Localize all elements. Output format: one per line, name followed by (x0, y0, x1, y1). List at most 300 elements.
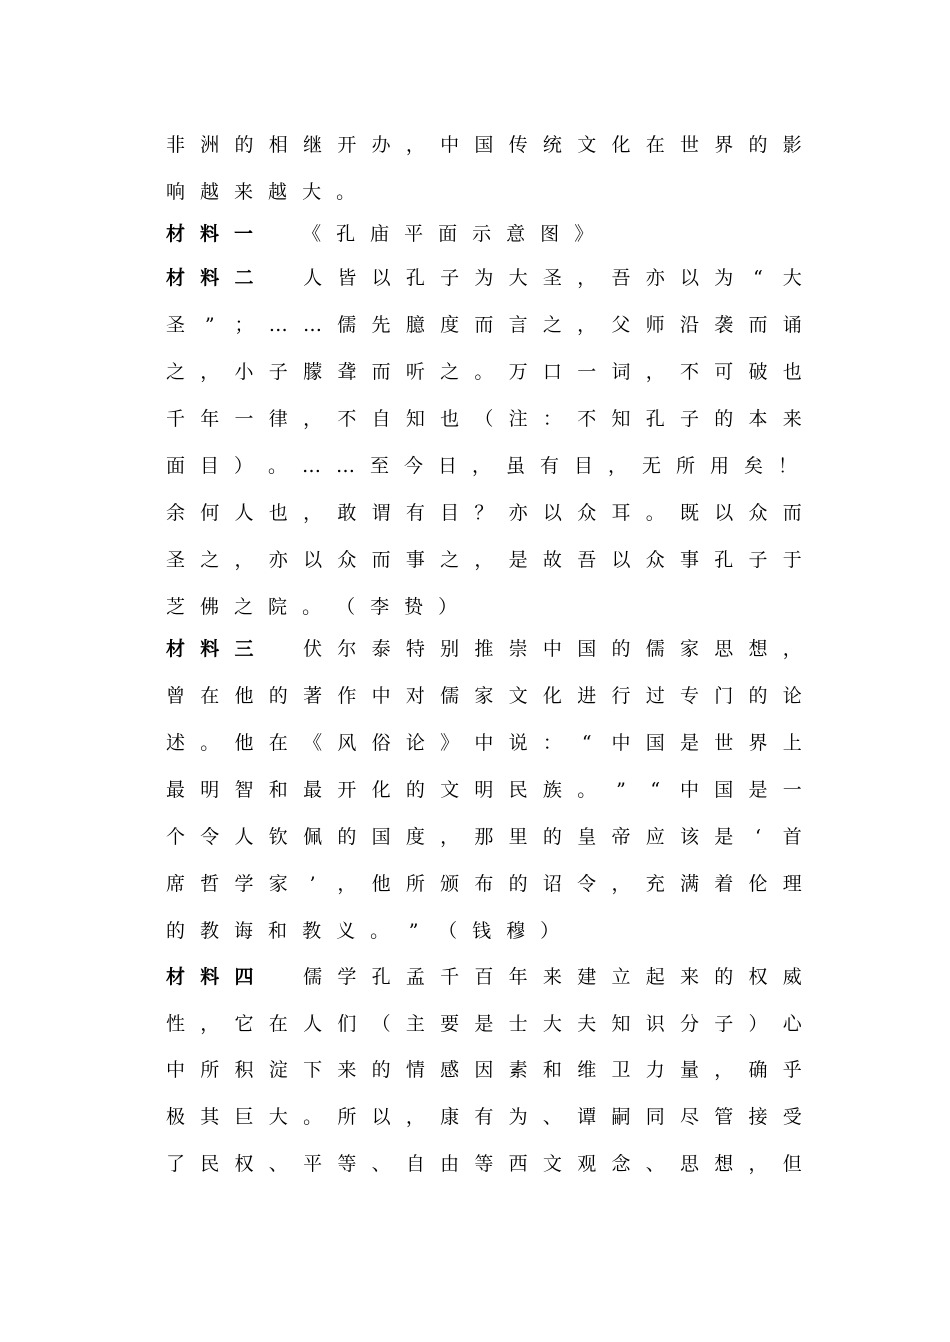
text-char: 著 (303, 685, 323, 707)
text-char: 亦 (645, 267, 665, 289)
text-char: 他 (234, 732, 254, 754)
text-char: 界 (714, 134, 734, 156)
material-label-char: 一 (234, 223, 254, 245)
text-char: 权 (234, 1153, 254, 1175)
text-char: 进 (577, 685, 597, 707)
text-char: 耳 (611, 502, 631, 524)
text-char: ， (200, 1013, 220, 1035)
text-char: “ (650, 779, 661, 801)
text-char: 至 (370, 455, 390, 477)
text-char: 是 (679, 732, 699, 754)
text-char: 念 (611, 1153, 631, 1175)
text-char: （ (438, 920, 458, 942)
text-char: 办 (371, 134, 391, 156)
text-char: 事 (405, 549, 425, 571)
text-char: 开 (337, 779, 357, 801)
text-char: ” (408, 920, 419, 942)
text-char: 知 (405, 408, 425, 430)
text-line (166, 545, 802, 575)
text-char: 建 (577, 966, 597, 988)
text-char: 、 (371, 1153, 391, 1175)
text-char: 来 (679, 966, 699, 988)
text-char: 国 (371, 826, 391, 848)
text-line (166, 916, 802, 946)
text-char: 在 (268, 732, 288, 754)
text-char: 之 (200, 549, 220, 571)
material-label-char: 料 (200, 966, 220, 988)
text-line (166, 962, 802, 992)
text-char: 要 (440, 1013, 460, 1035)
text-line (166, 822, 802, 852)
text-char: 的 (166, 920, 186, 942)
text-char: 下 (303, 1059, 323, 1081)
text-char: 性 (166, 1013, 186, 1035)
text-char: ， (611, 873, 631, 895)
text-char: 之 (542, 314, 562, 336)
text-char: 西 (508, 1153, 528, 1175)
text-char: 中 (679, 779, 699, 801)
text-char: 确 (748, 1059, 768, 1081)
text-char: 。 (474, 361, 494, 383)
text-char: 它 (234, 1013, 254, 1035)
text-char: 朦 (303, 361, 323, 383)
text-char: 世 (714, 732, 734, 754)
text-char: 越 (200, 181, 220, 203)
text-char: 为 (474, 267, 494, 289)
text-char: ， (405, 1106, 425, 1128)
text-char: 们 (337, 1013, 357, 1035)
text-char: 家 (268, 873, 288, 895)
text-char: 面 (438, 223, 458, 245)
text-char: 管 (714, 1106, 734, 1128)
text-char: 人 (234, 502, 254, 524)
text-char: 平 (303, 1153, 323, 1175)
text-char: 圣 (166, 314, 186, 336)
text-char: 观 (577, 1153, 597, 1175)
text-char: 洲 (200, 134, 220, 156)
text-char: 圣 (166, 549, 186, 571)
text-char: 佛 (200, 596, 220, 618)
text-line (166, 263, 802, 293)
text-char: 本 (748, 408, 768, 430)
text-line (166, 498, 802, 528)
text-char: 教 (200, 920, 220, 942)
text-char: 年 (508, 966, 528, 988)
text-char: 感 (440, 1059, 460, 1081)
text-char: 响 (166, 181, 186, 203)
text-char: 以 (542, 502, 562, 524)
text-char: 不 (337, 408, 357, 430)
text-line (166, 357, 802, 387)
text-char: 。 (303, 1106, 323, 1128)
text-char: 国 (577, 638, 597, 660)
text-char: 《 (303, 732, 323, 754)
text-char: 在 (645, 134, 665, 156)
text-char: 、 (645, 1153, 665, 1175)
text-char: 以 (371, 1106, 391, 1128)
text-char: 中 (611, 732, 631, 754)
text-char: 小 (234, 361, 254, 383)
text-char: 过 (645, 685, 665, 707)
text-char: 力 (645, 1059, 665, 1081)
text-char: 理 (782, 873, 802, 895)
text-char: 事 (679, 549, 699, 571)
text-char: 的 (337, 826, 357, 848)
text-char: 庙 (370, 223, 390, 245)
text-char: 应 (645, 826, 665, 848)
text-char: ， (303, 502, 323, 524)
text-char: 度 (440, 314, 460, 336)
text-line (166, 592, 802, 622)
text-line (166, 634, 802, 664)
text-char: 千 (166, 408, 186, 430)
text-char: 中 (440, 134, 460, 156)
text-char: 皆 (337, 267, 357, 289)
text-char: 既 (679, 502, 699, 524)
material-label-char: 二 (234, 267, 254, 289)
text-char: 。 (302, 596, 322, 618)
text-char: ： (542, 732, 562, 754)
text-char: 的 (611, 638, 631, 660)
text-char: 一 (234, 408, 254, 430)
text-char: 曾 (166, 685, 186, 707)
text-char: 众 (577, 502, 597, 524)
text-char: 国 (474, 134, 494, 156)
text-line (166, 219, 802, 249)
text-char: 明 (474, 779, 494, 801)
text-char: 是 (508, 549, 528, 571)
text-char: 袭 (714, 314, 734, 336)
text-char: 在 (200, 685, 220, 707)
text-line (166, 1102, 802, 1132)
text-char: 国 (645, 732, 665, 754)
text-char: 文 (542, 1153, 562, 1175)
text-char: 言 (508, 314, 528, 336)
text-char: 维 (577, 1059, 597, 1081)
text-char: 佩 (303, 826, 323, 848)
text-char: 说 (508, 732, 528, 754)
text-char: 听 (405, 361, 425, 383)
text-char: 是 (474, 1013, 494, 1035)
text-char: 分 (679, 1013, 699, 1035)
text-char: 有 (405, 502, 425, 524)
material-label-char: 料 (200, 223, 220, 245)
text-char: 他 (234, 685, 254, 707)
text-line (166, 404, 802, 434)
text-line (166, 1009, 802, 1039)
text-char: ， (474, 549, 494, 571)
text-char: 孔 (714, 549, 734, 571)
text-char: 的 (234, 134, 254, 156)
text-char: 和 (268, 779, 288, 801)
text-char: 专 (679, 685, 699, 707)
text-char: 孔 (371, 966, 391, 988)
text-line (166, 775, 802, 805)
text-char: 贽 (404, 596, 424, 618)
text-char: 大 (782, 267, 802, 289)
text-char: 不 (679, 361, 699, 383)
text-char: 人 (303, 267, 323, 289)
text-char: 文 (508, 685, 528, 707)
text-char: 作 (337, 685, 357, 707)
text-char: 来 (234, 181, 254, 203)
text-char: 令 (200, 826, 220, 848)
text-char: 儒 (440, 685, 460, 707)
text-char: 智 (234, 779, 254, 801)
text-char: 目 (440, 502, 460, 524)
text-char: 、 (268, 1153, 288, 1175)
text-char: 统 (542, 134, 562, 156)
text-char: 是 (748, 779, 768, 801)
material-label-char: 材 (166, 267, 186, 289)
text-char: 特 (405, 638, 425, 660)
text-char: 明 (200, 779, 220, 801)
text-char: 世 (679, 134, 699, 156)
text-char: （ (336, 596, 356, 618)
material-label-char: 四 (234, 966, 254, 988)
text-char: … (336, 455, 355, 477)
text-char: 亦 (268, 549, 288, 571)
text-char: 伏 (303, 638, 323, 660)
text-char: 亦 (508, 502, 528, 524)
text-char: 所 (200, 1059, 220, 1081)
text-char: 素 (508, 1059, 528, 1081)
text-char: 来 (542, 966, 562, 988)
text-char: 俗 (371, 732, 391, 754)
text-char: ） (438, 596, 458, 618)
text-char: 众 (337, 549, 357, 571)
text-char: 诏 (542, 873, 562, 895)
text-char: 巨 (234, 1106, 254, 1128)
text-char: 《 (302, 223, 322, 245)
text-char: ’ (309, 873, 316, 895)
text-char: 的 (508, 873, 528, 895)
text-char: 心 (782, 1013, 802, 1035)
text-char: 大 (302, 181, 322, 203)
text-char: 威 (782, 966, 802, 988)
text-char: 可 (714, 361, 734, 383)
text-char: 千 (440, 966, 460, 988)
text-char: 尽 (679, 1106, 699, 1128)
text-char: 圣 (542, 267, 562, 289)
text-char: 李 (370, 596, 390, 618)
text-char: 。 (336, 181, 356, 203)
text-char: 淀 (268, 1059, 288, 1081)
text-char: 文 (440, 779, 460, 801)
text-char: … (302, 455, 321, 477)
text-char: 最 (303, 779, 323, 801)
text-char: 教 (302, 920, 322, 942)
text-char: 识 (645, 1013, 665, 1035)
text-char: 因 (474, 1059, 494, 1081)
text-line (166, 177, 802, 207)
text-char: 嗣 (611, 1106, 631, 1128)
material-label-char: 料 (200, 267, 220, 289)
text-char: 百 (474, 966, 494, 988)
text-char (269, 634, 288, 664)
text-char: 首 (782, 826, 802, 848)
text-char: 。 (577, 779, 597, 801)
text-char: 情 (405, 1059, 425, 1081)
text-char: ” (616, 779, 626, 801)
material-label-char: 材 (166, 223, 186, 245)
text-char: 的 (748, 685, 768, 707)
text-line (166, 681, 802, 711)
text-char: 学 (234, 873, 254, 895)
text-char: 思 (714, 638, 734, 660)
text-char: 谓 (371, 502, 391, 524)
text-char: 众 (645, 549, 665, 571)
text-char: 的 (371, 1059, 391, 1081)
text-char: 子 (714, 1013, 734, 1035)
text-char: 等 (337, 1153, 357, 1175)
text-char: ， (577, 314, 597, 336)
text-char: 图 (540, 223, 560, 245)
text-char: 无 (642, 455, 662, 477)
text-char: 子 (268, 361, 288, 383)
text-char: 芝 (166, 596, 186, 618)
material-label-char: 材 (166, 966, 186, 988)
material-label-char: 材 (166, 638, 186, 660)
text-char: 而 (474, 314, 494, 336)
text-char: 学 (337, 966, 357, 988)
text-line (166, 1149, 802, 1179)
text-char: … (268, 314, 288, 336)
text-char: ： (542, 408, 562, 430)
text-char: 是 (714, 826, 734, 848)
text-char: 中 (371, 685, 391, 707)
text-char: 的 (268, 685, 288, 707)
text-char: 自 (405, 1153, 425, 1175)
text-char: 传 (508, 134, 528, 156)
text-char: 人 (303, 1013, 323, 1035)
text-char: 孔 (336, 223, 356, 245)
text-char: 所 (405, 873, 425, 895)
text-char: 义 (336, 920, 356, 942)
text-char: 众 (748, 502, 768, 524)
text-char: ， (440, 826, 460, 848)
text-char: 夫 (577, 1013, 597, 1035)
text-char: 知 (611, 1013, 631, 1035)
text-char: （ (371, 1013, 391, 1035)
text-char (269, 263, 288, 293)
text-char: 别 (440, 638, 460, 660)
text-char: 年 (200, 408, 220, 430)
text-char: 为 (714, 267, 734, 289)
text-char: 界 (748, 732, 768, 754)
text-char: 文 (577, 134, 597, 156)
text-char: 的 (714, 966, 734, 988)
text-char: 聋 (337, 361, 357, 383)
text-char: 想 (748, 638, 768, 660)
text-char: 钱 (472, 920, 492, 942)
text-char: ， (303, 408, 323, 430)
text-char: 大 (542, 1013, 562, 1035)
text-char: 崇 (508, 638, 528, 660)
text-char: （ (474, 408, 494, 430)
text-char: 也 (782, 361, 802, 383)
text-char: 等 (474, 1153, 494, 1175)
text-char: 皇 (577, 826, 597, 848)
text-char: 孟 (405, 966, 425, 988)
text-char: 门 (714, 685, 734, 707)
text-char: 充 (645, 873, 665, 895)
text-char: 而 (371, 549, 391, 571)
text-char: 平 (404, 223, 424, 245)
text-char: 风 (337, 732, 357, 754)
text-char: 为 (508, 1106, 528, 1128)
text-char: ， (234, 549, 254, 571)
text-char: 哲 (200, 873, 220, 895)
text-char: 意 (506, 223, 526, 245)
text-char: 越 (268, 181, 288, 203)
text-char: 开 (337, 134, 357, 156)
text-char: 父 (611, 314, 631, 336)
text-char: 有 (540, 455, 560, 477)
text-char: ， (608, 455, 628, 477)
text-char: 子 (679, 408, 699, 430)
text-line (166, 1055, 802, 1085)
text-char: 了 (166, 1153, 186, 1175)
text-char: 同 (645, 1106, 665, 1128)
text-char: ， (748, 1153, 768, 1175)
text-char: ， (714, 1059, 734, 1081)
text-char: 家 (679, 638, 699, 660)
text-char: 大 (268, 1106, 288, 1128)
text-char: 之 (166, 361, 186, 383)
text-char: 族 (542, 779, 562, 801)
text-line (166, 728, 802, 758)
text-char: 颁 (440, 873, 460, 895)
text-char: 接 (748, 1106, 768, 1128)
text-char: 述 (166, 732, 186, 754)
text-line (166, 310, 802, 340)
text-char: 中 (542, 638, 562, 660)
text-char: 穆 (506, 920, 526, 942)
text-char: 也 (268, 502, 288, 524)
text-char: 余 (166, 502, 186, 524)
text-char: 量 (679, 1059, 699, 1081)
text-char: 吾 (611, 267, 631, 289)
text-char: 家 (474, 685, 494, 707)
text-char: 康 (440, 1106, 460, 1128)
text-char: ” (204, 314, 215, 336)
text-char: ？ (474, 502, 494, 524)
text-char: 、 (542, 1106, 562, 1128)
text-char: 受 (782, 1106, 802, 1128)
text-char: ， (200, 361, 220, 383)
text-char: 今 (404, 455, 424, 477)
text-char: 泰 (371, 638, 391, 660)
text-char: 钦 (268, 826, 288, 848)
text-char: 面 (166, 455, 186, 477)
text-char: 主 (405, 1013, 425, 1035)
text-char: 起 (645, 966, 665, 988)
text-char: 伦 (748, 873, 768, 895)
text-char: 目 (200, 455, 220, 477)
text-char (269, 962, 288, 992)
text-char: 极 (166, 1106, 186, 1128)
text-char: 国 (714, 779, 734, 801)
text-char: 化 (371, 779, 391, 801)
text-char: 儒 (303, 966, 323, 988)
text-char: 在 (268, 1013, 288, 1035)
text-char: 虽 (506, 455, 526, 477)
text-char: 。 (645, 502, 665, 524)
text-char: ， (337, 873, 357, 895)
text-char: 日 (438, 455, 458, 477)
text-char: 的 (748, 134, 768, 156)
